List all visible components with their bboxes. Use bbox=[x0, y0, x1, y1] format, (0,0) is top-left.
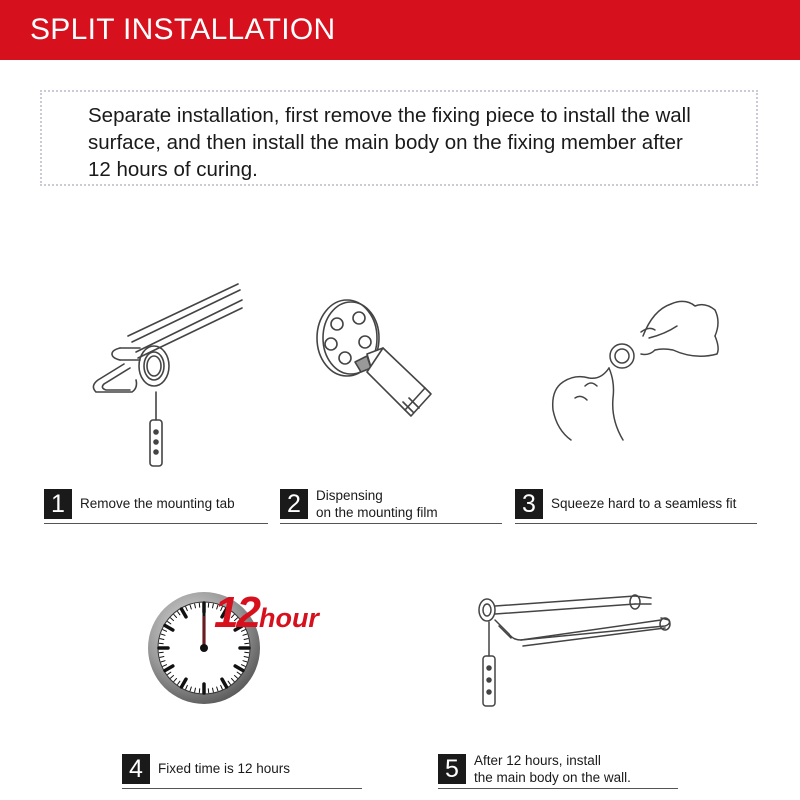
timer-number: 12 bbox=[214, 588, 259, 637]
intro-note bbox=[40, 90, 758, 186]
step-label: Fixed time is 12 hours bbox=[158, 761, 291, 776]
intro-line: surface, and then install the main body on the fixing member after bbox=[88, 131, 683, 154]
step-number: 4 bbox=[122, 754, 150, 784]
page-title: SPLIT INSTALLATION bbox=[30, 13, 336, 46]
step-label: Squeeze hard to a seamless fit bbox=[551, 496, 737, 511]
hand-press-icon bbox=[545, 290, 725, 460]
timer-label bbox=[214, 588, 319, 638]
step-1 bbox=[44, 487, 268, 524]
step-number: 1 bbox=[44, 489, 72, 519]
step-5 bbox=[438, 752, 678, 789]
intro-text bbox=[88, 102, 738, 183]
step-label: After 12 hours, install the main body on the wall. bbox=[474, 753, 631, 785]
intro-line: Separate installation, first remove the fixing piece to install the wall bbox=[88, 104, 691, 127]
adhesive-tube-icon bbox=[305, 290, 455, 430]
step-3 bbox=[515, 487, 757, 524]
timer-unit: hour bbox=[258, 603, 319, 633]
step-number: 5 bbox=[438, 754, 466, 784]
step-number: 2 bbox=[280, 489, 308, 519]
step-2 bbox=[280, 487, 502, 524]
header-banner bbox=[0, 0, 800, 60]
double-towel-bar-icon bbox=[465, 590, 680, 715]
intro-line: 12 hours of curing. bbox=[88, 158, 258, 181]
step-label: Dispensing on the mounting film bbox=[316, 488, 438, 520]
step-4 bbox=[122, 752, 362, 789]
towel-rack-icon bbox=[80, 280, 260, 470]
step-number: 3 bbox=[515, 489, 543, 519]
step-label: Remove the mounting tab bbox=[80, 496, 235, 511]
